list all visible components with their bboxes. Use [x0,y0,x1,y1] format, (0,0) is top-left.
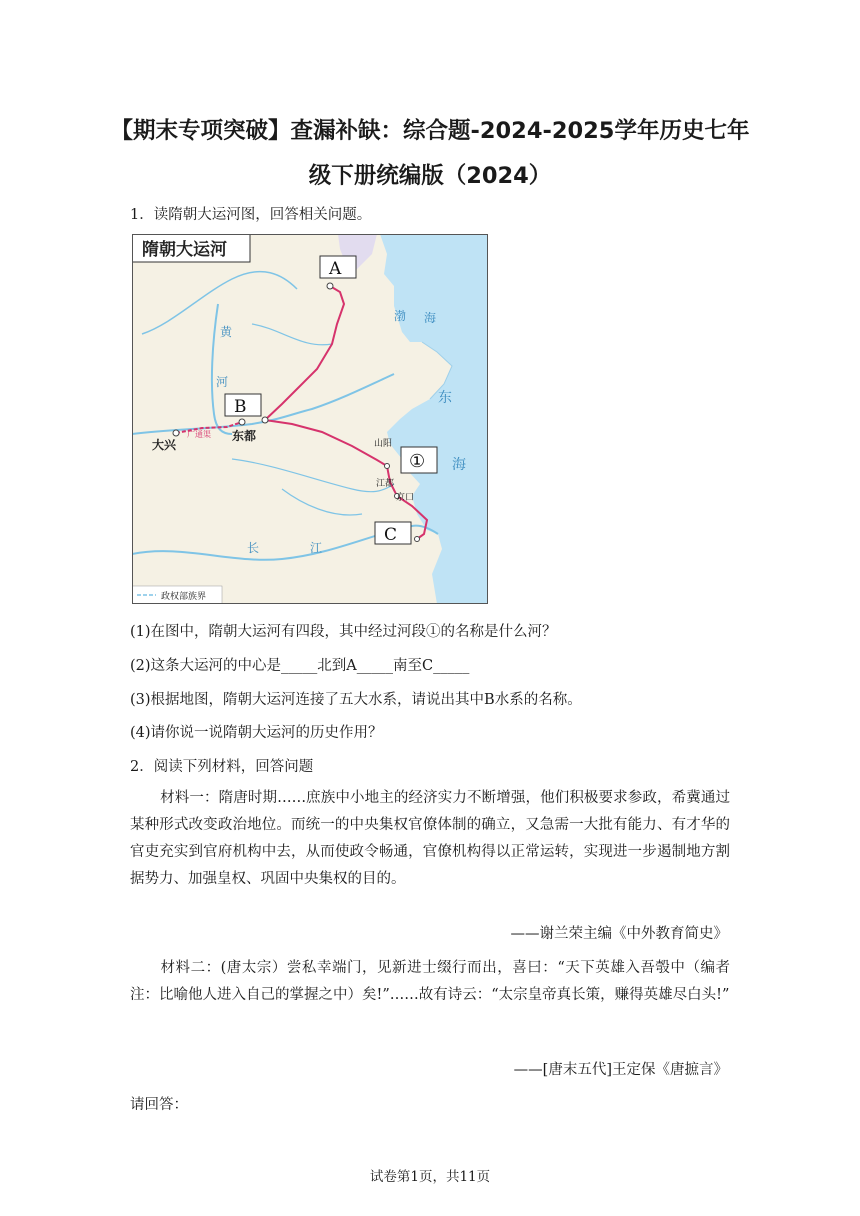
grand-canal-map [132,234,488,604]
question-2-stem: 2．阅读下列材料，回答问题 [130,759,314,775]
question-1-sub-1: (1)在图中，隋朝大运河有四段，其中经过河段①的名称是什么河？ [130,624,557,640]
material-2 [130,955,730,1009]
map-canal-guangtong: 广通渠 [187,430,211,439]
material-2-text: 材料二：(唐太宗）尝私幸端门，见新进士缀行而出，喜曰：“天下英雄入吾彀中（编者注：比喻他人进入自己的掌握之中）矣!”……故有诗云：“太宗皇帝真长策，赚得英雄尽白头!” [130,960,730,1003]
map-river-huang: 黄 [220,325,233,339]
page-footer: 试卷第1页，共11页 [369,1169,491,1185]
map-label-a: A [329,259,342,279]
question-1-sub-3: (3)根据地图，隋朝大运河连接了五大水系，请说出其中B水系的名称。 [130,692,582,708]
map-river-he: 河 [216,375,229,389]
map-sea-dong: 东 [438,390,452,406]
map-sea-bo: 渤 [394,309,407,323]
map-sea-hai: 海 [424,311,437,325]
map-place-jiangdu: 江都 [376,479,395,489]
question-1-sub-4: (4)请你说一说隋朝大运河的历史作用？ [130,725,383,741]
doc-title-line2: 级下册统编版（2024） [308,163,552,189]
map-place-jingkou: 京口 [396,493,415,503]
map-label-b: B [234,397,247,417]
question-2-ask: 请回答： [130,1097,188,1113]
map-legend-label: 政权部族界 [161,592,207,602]
doc-title-line1: 【期末专项突破】查漏补缺：综合题-2024-2025学年历史七年 [110,118,750,144]
material-1-source: ——谢兰荣主编《中外教育简史》 [510,926,728,942]
map-sea-hai2: 海 [452,457,466,473]
map-river-chang: 长 [247,541,260,555]
map-place-shanyang: 山阳 [374,439,393,449]
question-1-stem: 1．读隋朝大运河图，回答相关问题。 [130,207,372,223]
map-river-jiang: 江 [310,541,323,555]
map-title: 隋朝大运河 [142,240,227,260]
map-label-section-1: ① [409,451,426,472]
map-place-daxing: 大兴 [152,438,177,452]
material-1-text: 材料一：隋唐时期……庶族中小地主的经济实力不断增强，他们积极要求参政，希冀通过某种形式改变政治地位。而统一的中央集权官僚体制的确立，又急需一大批有能力、有才华的官吏充实到官府机构中去，从而使政令畅通，官僚机构得以正常运转，实现进一步遏制地方割据势力、加强皇权、巩固中央集权的目的。 [130,790,730,887]
material-2-source: ——[唐末五代]王定保《唐摭言》 [513,1062,728,1078]
map-label-c: C [384,525,398,545]
question-1-sub-2: (2)这条大运河的中心是_____北到A_____南至C_____ [130,658,470,674]
material-1 [130,785,730,893]
map-place-dongdu: 东都 [232,429,257,443]
